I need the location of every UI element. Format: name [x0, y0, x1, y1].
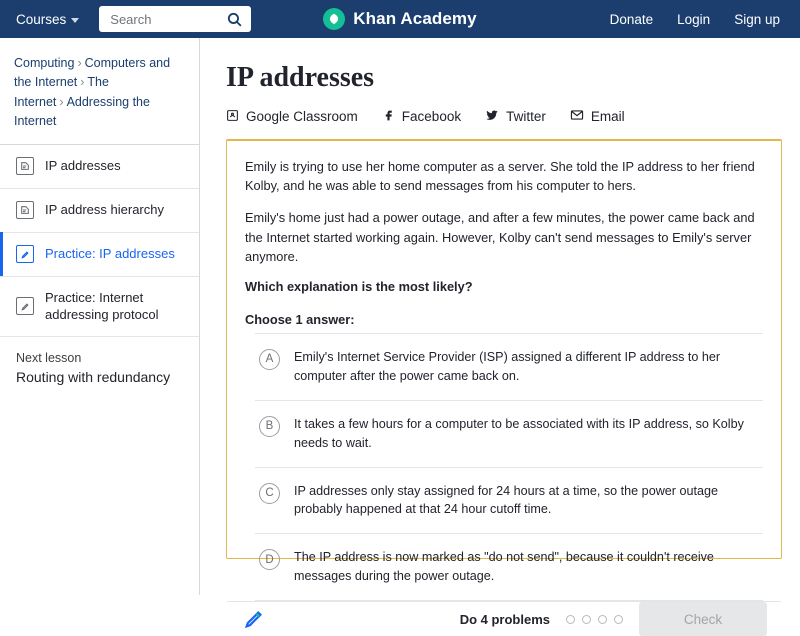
- next-lesson-label: Next lesson: [16, 350, 82, 365]
- share-google-classroom-button[interactable]: [226, 109, 358, 125]
- sidebar-item-label: Practice: Internet addressing protocol: [45, 289, 159, 323]
- share-facebook-button[interactable]: [382, 109, 461, 125]
- article-icon: [16, 201, 34, 219]
- courses-menu-label: Courses: [16, 11, 67, 27]
- progress-dots: [566, 615, 623, 624]
- courses-menu-button[interactable]: [14, 9, 81, 30]
- sidebar-item-wrap: [0, 145, 199, 189]
- breadcrumb-item-computing[interactable]: Computing: [14, 56, 75, 70]
- article-icon: [16, 157, 34, 175]
- breadcrumb: [0, 38, 199, 142]
- nav-right-links: [610, 12, 786, 27]
- email-icon: [570, 108, 584, 125]
- sidebar-item-practice-ip-addresses[interactable]: [0, 233, 199, 277]
- share-twitter-button[interactable]: [485, 108, 546, 125]
- next-lesson-name[interactable]: Routing with redundancy: [16, 368, 171, 385]
- top-navigation-bar: [0, 0, 800, 38]
- sidebar-item-label: Practice: IP addresses: [45, 246, 175, 262]
- breadcrumb-item-computers-and-the-internet[interactable]: Computers and the Internet: [14, 56, 171, 90]
- progress-dot: [598, 615, 607, 624]
- main-content: [200, 38, 800, 627]
- share-label: Google Classroom: [246, 109, 358, 124]
- question-paragraph-1: Emily is trying to use her home computer as a server. She told the IP address to her friend Kolby, and he was able to send messages from his computer to hers.: [245, 159, 755, 194]
- progress-label: Do 4 problems: [459, 611, 550, 627]
- breadcrumb-separator: ›: [77, 56, 82, 70]
- breadcrumb-item-addressing-the-internet[interactable]: Addressing the Internet: [14, 94, 150, 129]
- khan-academy-home-link[interactable]: [323, 8, 476, 30]
- exercise-card: [226, 139, 782, 627]
- login-link[interactable]: Login: [677, 11, 711, 27]
- choice-text: The IP address is now marked as "do not send", because it couldn't receive messages during the power outage.: [294, 550, 714, 584]
- exercise-footer: [227, 601, 781, 636]
- twitter-icon: [485, 108, 499, 125]
- search-icon[interactable]: [221, 6, 247, 32]
- choice-letter-badge: D: [259, 549, 280, 570]
- next-lesson-block[interactable]: [0, 337, 199, 385]
- facebook-icon: [382, 109, 395, 125]
- exercise-pencil-icon: [16, 245, 34, 263]
- share-label: Twitter: [506, 109, 546, 124]
- answer-choice-b[interactable]: [255, 400, 763, 467]
- chevron-down-icon: [71, 18, 79, 23]
- choice-text: IP addresses only stay assigned for 24 hours at a time, so the power outage probably happened at that 24 hour cutoff time.: [294, 483, 719, 517]
- sidebar-item-wrap: [0, 189, 199, 233]
- sidebar-item-wrap: [0, 233, 199, 277]
- choice-letter-badge: B: [259, 416, 280, 437]
- donate-link[interactable]: Donate: [609, 11, 654, 27]
- choose-instruction: Choose 1 answer:: [245, 311, 355, 327]
- brand-name: Khan Academy: [353, 9, 477, 28]
- choice-letter-badge: C: [259, 483, 280, 504]
- footer-right: [460, 602, 767, 636]
- page-title: IP addresses: [226, 62, 375, 93]
- share-email-button[interactable]: [570, 108, 625, 125]
- hint-pencil-icon[interactable]: [241, 606, 267, 632]
- question-prompt: Which explanation is the most likely?: [245, 278, 473, 294]
- lesson-sidebar: [0, 38, 200, 595]
- sidebar-item-label: IP addresses: [45, 158, 121, 174]
- sidebar-item-ip-addresses[interactable]: [0, 145, 199, 189]
- search-box[interactable]: [99, 6, 251, 32]
- progress-dot: [614, 615, 623, 624]
- sidebar-item-practice-internet-addressing-protocol[interactable]: [0, 277, 199, 337]
- sidebar-item-ip-address-hierarchy[interactable]: [0, 189, 199, 233]
- progress-dot: [566, 615, 575, 624]
- question-paragraph-2: Emily's home just had a power outage, and after a few minutes, the power came back and the Internet started working again. However, Kolby can't send messages to Emily's server anymore.: [245, 210, 755, 264]
- exercise-pencil-icon: [16, 297, 34, 315]
- sidebar-item-wrap: [0, 277, 199, 337]
- google-classroom-icon: [226, 109, 239, 125]
- answer-choice-a[interactable]: [255, 333, 763, 400]
- share-row: [226, 108, 782, 139]
- choice-letter-badge: A: [259, 349, 280, 370]
- share-label: Email: [590, 109, 625, 124]
- choice-text: Emily's Internet Service Provider (ISP) assigned a different IP address to her computer after the power came back on.: [294, 349, 721, 383]
- breadcrumb-separator: ›: [59, 94, 64, 109]
- search-input[interactable]: [108, 11, 220, 28]
- answer-choice-c[interactable]: [255, 467, 763, 534]
- answer-choices: [255, 333, 763, 601]
- exercise-body: [227, 141, 781, 601]
- progress-dot: [582, 615, 591, 624]
- share-label: Facebook: [401, 109, 462, 124]
- check-button[interactable]: Check: [639, 602, 767, 636]
- breadcrumb-item-the-internet[interactable]: The Internet: [14, 75, 109, 109]
- choice-text: It takes a few hours for a computer to be associated with its IP address, so Kolby needs to wait.: [294, 416, 744, 450]
- sidebar-item-label: IP address hierarchy: [45, 202, 164, 218]
- answer-choice-d[interactable]: [255, 533, 763, 601]
- khan-academy-leaf-icon: [323, 8, 345, 30]
- page-body: [0, 38, 800, 627]
- breadcrumb-separator: ›: [80, 75, 85, 90]
- signup-link[interactable]: Sign up: [734, 11, 780, 27]
